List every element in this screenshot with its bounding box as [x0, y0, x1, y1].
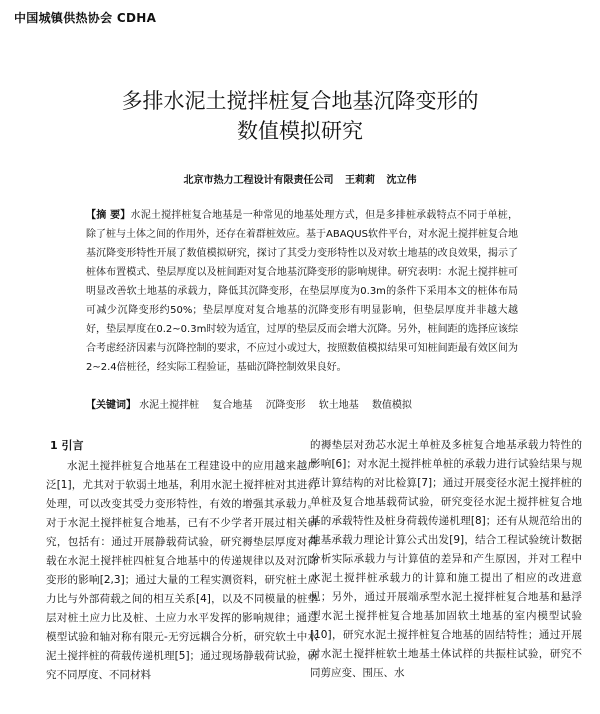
body-column-right [310, 436, 582, 683]
keyword: 软土地基 [318, 400, 359, 411]
author-name: 沈立伟 [386, 175, 417, 186]
author-line [0, 171, 600, 186]
paper-title-line-2: 数值模拟研究 [237, 119, 363, 143]
abstract [86, 206, 518, 377]
keyword: 沉降变形 [265, 400, 306, 411]
publisher-header: 中国城镇供热协会 CDHA [14, 11, 157, 25]
abstract-tag: 【摘 要】 [86, 210, 131, 221]
keyword: 水泥土搅拌桩 [139, 400, 200, 411]
affiliation: 北京市热力工程设计有限责任公司 [183, 175, 334, 186]
keywords-tag: 【关键词】 [86, 400, 136, 411]
paper-title-line-1: 多排水泥土搅拌桩复合地基沉降变形的 [121, 89, 479, 113]
author-name: 王莉莉 [345, 175, 375, 186]
keyword: 数值模拟 [371, 400, 412, 411]
abstract-text: 水泥土搅拌桩复合地基是一种常见的地基处理方式，但是多排桩承载特点不同于单桩，除了桩与土体之间的作用外，还存在着群桩效应。基于ABAQUS软件平台，对水泥土搅拌桩复合地基沉降变形特性开展了数值模拟研究，探讨了其受力变形特性以及对软土地基的改良效果，揭示了桩体布置模式、垫层厚度以及桩间距对复合地基沉降变形的影响规律。研究表明：水泥土搅拌桩可明显改善软土地基的承载力，降低其沉降变形，在垫层厚度为0.3m的条件下采用本文的桩体布局可减少沉降变形约50%；垫层厚度对复合地基的沉降变形有明显影响，但垫层厚度并非越大越好，垫层厚度在0.2~0.3m时较为适宜，过厚的垫层反而会增大沉降。另外，桩间距的选择应该综合考虑经济因素与沉降控制的要求，不应过小或过大，按照数值模拟结果可知桩间距最有效区间为2~2.4倍桩径，经实际工程验证，基础沉降控制效果良好。 [86, 210, 519, 373]
keyword: 复合地基 [212, 400, 253, 411]
body-paragraph: 的褥垫层对劲芯水泥土单桩及多桩复合地基承载力特性的影响[6]；对水泥土搅拌桩单桩的承载力进行试验结果与规范计算结构的对比检算[7]；通过开展变径水泥土搅拌桩的单桩及复合地基载荷试验，研究变径水泥土搅拌桩复合地基的承载特性及桩身荷载传递机理[8]；还有从规范给出的地基承载力理论计算公式出发[9]，结合工程试验统计数据分析实际承载力与计算值的差异和产生原因，并对工程中水泥土搅拌桩承载力的计算和施工提出了相应的改进意见；另外，通过开展端承型水泥土搅拌桩复合地基和悬浮型水泥土搅拌桩复合地基加固软土地基的室内模型试验[10]，研究水泥土搅拌桩复合地基的固结特性；通过开展对水泥土搅拌桩软土地基土体试样的共振柱试验，研究不同剪应变、围压、水 [310, 439, 582, 679]
section-heading: 1 引言 [50, 439, 84, 452]
body-column-left [46, 436, 318, 685]
keywords [86, 396, 518, 415]
body-paragraph: 水泥土搅拌桩复合地基在工程建设中的应用越来越广泛[1]，尤其对于软弱土地基，利用水泥土搅拌桩对其进行处理，可以改变其受力变形特性，有效的增强其承载力。对于水泥土搅拌桩复合地基，已有不少学者开展过相关研究，包括有：通过开展静载荷试验，研究褥垫层厚度对荷载在水泥土搅拌桩四桩复合地基中的传递规律以及对沉降变形的影响[2,3]；通过大量的工程实测资料，研究桩土应力比与外部荷载之间的相互关系[4]，以及不同模量的桩垫层对桩土应力比及桩、土应力水平发挥的影响规律；通过模型试验和轴对称有限元-无穷远耦合分析，研究软土中水泥土搅拌桩的荷载传递机理[5]；通过现场静载荷试验，研究不同厚度、不同材料 [46, 460, 318, 681]
